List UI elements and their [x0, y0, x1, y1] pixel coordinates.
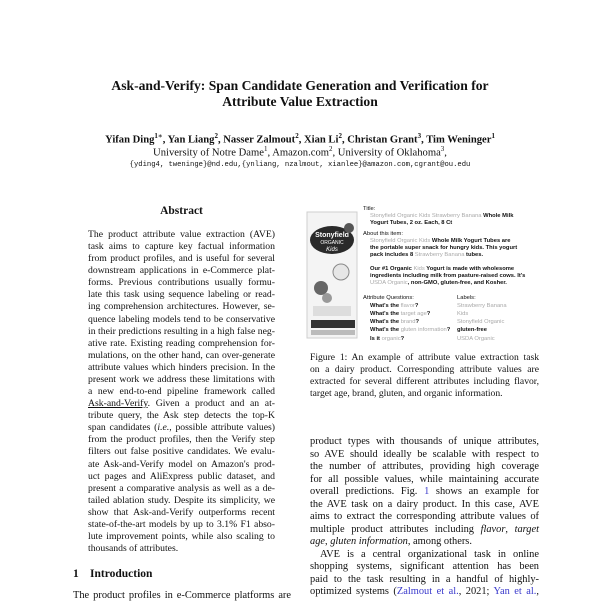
text-segment: aims to extract the corresponding attribute values of	[310, 511, 539, 522]
highlighted-value: flavor	[400, 303, 415, 309]
text-segment: task aims to capture key factual information	[88, 241, 275, 253]
abstract-heading: Abstract	[160, 205, 203, 217]
abstract-line	[88, 483, 275, 495]
text-segment: The product attribute value extraction (AVE)	[88, 229, 275, 240]
abstract-line	[88, 301, 275, 313]
affiliation-name: Amazon.com	[272, 147, 329, 159]
text-segment: ?	[414, 303, 419, 309]
text-segment: shows an example for	[429, 486, 539, 497]
text-segment: ,	[536, 586, 539, 597]
highlighted-value: Stonyfield Organic	[370, 213, 418, 219]
text-segment: filters out false positive candidates. We evalu-	[88, 446, 275, 458]
text-segment: Is it	[370, 336, 382, 342]
highlighted-value: Kids	[457, 311, 469, 317]
text-segment: ative rate. Existing reading comprehension for-	[88, 337, 275, 349]
abstract-line	[88, 471, 275, 483]
abstract-line	[88, 362, 275, 374]
attribute-questions-label: Attribute Questions:	[363, 295, 414, 301]
affiliation-name: University of Notre Dame	[153, 147, 264, 159]
text-segment: , 2021;	[458, 586, 494, 597]
attribute-question	[370, 319, 419, 326]
labels-label: Labels:	[457, 295, 476, 301]
highlighted-value: Strawberry Banana	[457, 303, 507, 309]
affiliation-name: University of Oklahoma	[337, 147, 441, 159]
affiliation-mark: 3	[440, 145, 445, 153]
text-segment: span candidates (	[88, 422, 158, 434]
text-segment: flavor	[480, 523, 506, 535]
text-segment: Yogurt is made with wholesome	[424, 266, 515, 272]
abstract-line	[88, 422, 275, 434]
text-segment: late this task using sequence labeling or read-	[88, 289, 275, 301]
text-segment: tailed ablation study. Despite its simplicity, we	[88, 494, 275, 506]
abstract-line	[88, 338, 275, 350]
text-segment: , possible attribute values)	[169, 422, 275, 434]
highlighted-value: brand	[400, 319, 416, 325]
text-segment: lute improvement points, while also scaling to	[88, 531, 275, 542]
paper-title-line-1: Ask-and-Verify: Span Candidate Generation and Verification for	[111, 78, 489, 93]
abstract-line	[88, 531, 275, 543]
section-number: 1	[73, 568, 79, 580]
author-affiliation-mark: 1	[491, 132, 495, 140]
citation-link[interactable]: Yan et al.	[493, 586, 537, 597]
body-line	[310, 486, 539, 498]
attribute-label	[457, 311, 468, 318]
citation-link[interactable]: Zalmout et al.	[396, 586, 459, 597]
product-text-line	[370, 280, 507, 287]
attribute-label	[457, 303, 507, 310]
affiliation-list: University of Notre Dame$^1$, Amazon.com$^2$, University of Oklahoma$^3$,	[153, 145, 447, 159]
attribute-question	[370, 311, 430, 318]
abstract-line	[88, 459, 275, 471]
author-affiliation-mark: 2	[338, 132, 342, 140]
highlighted-value: Strawberry Banana	[414, 252, 465, 258]
text-segment: ?	[415, 319, 420, 325]
text-segment: Our #1 Organic	[370, 266, 414, 272]
abstract-line	[88, 314, 275, 326]
abstract-line	[88, 507, 275, 519]
paper-title-line-2: Attribute Value Extraction	[222, 94, 378, 109]
attribute-label	[457, 327, 487, 334]
product-text-line	[370, 220, 452, 227]
caption-line	[310, 352, 539, 364]
text-segment: thousands of attributes.	[88, 543, 179, 555]
affiliation-mark: 1	[263, 145, 268, 153]
highlighted-value: Kids	[419, 213, 431, 219]
text-segment: Whole Milk	[481, 213, 514, 219]
product-text-line	[370, 213, 513, 220]
text-segment: ?	[426, 311, 431, 317]
text-segment: for all possible values, while maintaining accurate	[310, 473, 539, 485]
abstract-line	[88, 495, 275, 507]
text-segment: shopping systems, significant attention has been	[310, 561, 539, 572]
yogurt-product-image	[305, 210, 363, 340]
text-segment: Yogurt Tubes, 2 oz. Each, 8 Ct	[370, 220, 453, 226]
figure-title-label: Title:	[363, 206, 376, 212]
text-segment: tribute query, the Ask step detects the top-K	[88, 410, 275, 422]
section-heading-introduction: Introduction	[90, 568, 153, 580]
abstract-line	[88, 326, 275, 338]
caption-line	[310, 364, 539, 376]
text-segment: The product profiles in e-Commerce platforms are	[73, 590, 291, 601]
product-text-line	[370, 273, 525, 280]
text-segment: mulations, on the other hand, can over-generate	[88, 349, 275, 361]
text-segment: the AVE task on a dairy product. In this case, AVE	[310, 498, 539, 510]
citation-link[interactable]: 1	[424, 486, 430, 497]
body-line	[310, 574, 539, 586]
text-segment: What's the	[370, 311, 401, 317]
text-segment: Ask-and-Verify	[88, 398, 148, 410]
text-segment: so AVE should ideally be scalable with respect to	[310, 448, 539, 460]
body-line	[310, 449, 539, 461]
text-segment: gluten information	[330, 536, 408, 547]
text-segment: ingredients including milk from pasture-raised cows. It's	[370, 273, 526, 279]
author-name: Yan Liang	[167, 134, 215, 146]
text-segment: the number of attributes, providing high coverage	[310, 461, 539, 472]
figure-1	[300, 200, 545, 345]
text-segment: downstream applications in e-Commerce plat-	[88, 265, 275, 277]
text-segment: present a comparative analysis as well as a de-	[88, 482, 275, 494]
abstract-line	[88, 386, 275, 398]
abstract-line	[88, 446, 275, 458]
text-segment: gluten-free	[457, 327, 487, 333]
author-affiliation-mark: 3	[417, 132, 422, 140]
body-line	[310, 461, 539, 473]
text-segment: paid to the task resulting in a handful of highly-	[310, 573, 539, 585]
attribute-question	[370, 336, 404, 343]
text-segment: overall predictions. Fig.	[310, 486, 425, 497]
svg-text:ORGANIC: ORGANIC	[320, 240, 344, 246]
text-segment: target	[514, 523, 539, 535]
body-line	[310, 499, 539, 511]
highlighted-value: Stonyfield Organic	[457, 319, 505, 325]
highlighted-value: gluten information	[400, 327, 447, 333]
text-segment: from product profiles, and is useful for several	[88, 253, 275, 265]
text-segment: . Given a product and an at-	[147, 398, 275, 410]
text-segment: a new end-to-end pipeline framework called	[88, 386, 275, 398]
text-segment: What's the	[370, 319, 401, 325]
abstract-line	[88, 265, 275, 277]
text-segment: product types with thousands of unique attributes,	[310, 436, 539, 447]
text-segment: uct pages and AliExpress public dataset, and	[88, 470, 275, 482]
product-text-line	[370, 252, 483, 259]
highlighted-value: USDA Organic	[370, 280, 408, 286]
abstract-line	[88, 241, 275, 253]
text-segment: What's the	[370, 303, 401, 309]
text-segment: , among others.	[407, 536, 472, 547]
abstract-line	[88, 350, 275, 362]
text-segment: ,	[505, 523, 515, 535]
body-line	[310, 474, 539, 486]
abstract-line	[88, 434, 275, 446]
highlighted-value: Stonyfield Organic	[370, 238, 418, 244]
svg-text:Stonyfield: Stonyfield	[315, 232, 349, 239]
text-segment: tubes.	[464, 252, 484, 258]
text-segment: from the product profiles, then the Verify step	[88, 434, 275, 446]
abstract-line	[88, 277, 275, 289]
body-line	[310, 586, 539, 598]
product-text-line	[370, 238, 510, 245]
text-segment: Figure 1: An example of attribute value extraction task	[310, 352, 539, 363]
text-segment: , non-GMO, gluten-free, and Kosher.	[407, 280, 507, 286]
text-segment: target age, brand, gluten, and organic information.	[310, 388, 503, 399]
attribute-label	[457, 319, 504, 326]
text-segment: ,	[325, 536, 331, 547]
highlighted-value: Strawberry Banana	[431, 213, 482, 219]
highlighted-value: Kids	[413, 266, 425, 272]
caption-line	[310, 388, 539, 400]
highlighted-value: organic	[381, 336, 401, 342]
caption-line	[310, 376, 539, 388]
text-segment: forms. Previous contributions usually formu-	[88, 277, 275, 289]
text-segment: present work we address these limitations with	[88, 373, 275, 385]
attribute-label	[457, 336, 495, 343]
body-line	[310, 524, 539, 536]
author-affiliation-mark: 2	[295, 132, 299, 140]
text-segment: multiple product attributes including	[310, 523, 481, 535]
attribute-question	[370, 327, 450, 334]
text-segment: ?	[446, 327, 451, 333]
figure-about-label: About this item:	[363, 231, 403, 237]
body-line	[310, 436, 539, 448]
text-segment: show that Ask-and-Verify outperforms recent	[88, 506, 275, 518]
abstract-line	[88, 289, 275, 301]
body-line	[310, 536, 539, 548]
author-affiliation-mark: 2	[214, 132, 218, 140]
text-segment: state-of-the-art models by up to 3.1% F1 abso-	[88, 518, 275, 530]
product-text-line	[370, 266, 514, 273]
svg-text:Kids: Kids	[326, 247, 338, 253]
intro-line	[73, 590, 291, 602]
abstract-line	[88, 519, 275, 531]
text-segment: What's the	[370, 327, 401, 333]
text-segment: quence labeling models tend to be conservative	[88, 313, 275, 325]
body-line	[320, 549, 539, 561]
abstract-line	[88, 229, 275, 241]
text-segment: in their predictions resulting in a high false neg-	[88, 325, 275, 337]
text-segment: ?	[400, 336, 405, 342]
text-segment: AVE is a central organizational task in online	[320, 548, 539, 560]
text-segment: age	[310, 536, 326, 547]
body-line	[310, 561, 539, 573]
author-affiliation-mark: 1∗	[154, 132, 163, 140]
highlighted-value: USDA Organic	[457, 336, 495, 342]
author-name: Yifan Ding	[105, 134, 155, 146]
author-name: Nasser Zalmout	[223, 134, 296, 146]
text-segment: optimized systems (	[310, 586, 397, 597]
text-segment: Whole Milk Yogurt Tubes are	[430, 238, 511, 244]
author-emails: {yding4, tweninge}@nd.edu,{ynliang, nzalmout, xianlee}@amazon.com,cgrant@ou.edu	[129, 161, 471, 169]
text-segment: extracted for several different attributes including flavor,	[310, 376, 539, 387]
author-name: Tim Weninger	[426, 134, 492, 146]
highlighted-value: Kids	[419, 238, 431, 244]
text-segment: pack includes 8	[370, 252, 415, 258]
attribute-question	[370, 303, 418, 310]
text-segment: ing comprehension architectures. However, se-	[88, 301, 275, 313]
affiliation-mark: 2	[328, 145, 333, 153]
product-text-line	[370, 245, 517, 252]
abstract-line	[88, 374, 275, 386]
text-segment: ate Ask-and-Verify model on Amazon's prod-	[88, 458, 275, 470]
text-segment: on a dairy product. Corresponding attribute values are	[310, 364, 539, 375]
author-name: Christan Grant	[347, 134, 418, 146]
abstract-line	[88, 398, 275, 410]
text-segment: attribute values which hinders precision. In the	[88, 361, 275, 373]
abstract-line	[88, 410, 275, 422]
author-list: Yifan Ding$^{1∗}$, Yan Liang$^2$, Nasser Zalmout$^2$, Xian Li$^2$, Christan Grant$^3$, Tim Weninger$^1$	[105, 132, 495, 146]
text-segment: i.e.	[157, 422, 170, 434]
body-line	[310, 511, 539, 523]
abstract-line	[88, 543, 275, 555]
abstract-line	[88, 253, 275, 265]
author-name: Xian Li	[303, 134, 339, 146]
text-segment: the portable super snack for hungry kids. This yogurt	[370, 245, 518, 251]
highlighted-value: target age	[400, 311, 427, 317]
